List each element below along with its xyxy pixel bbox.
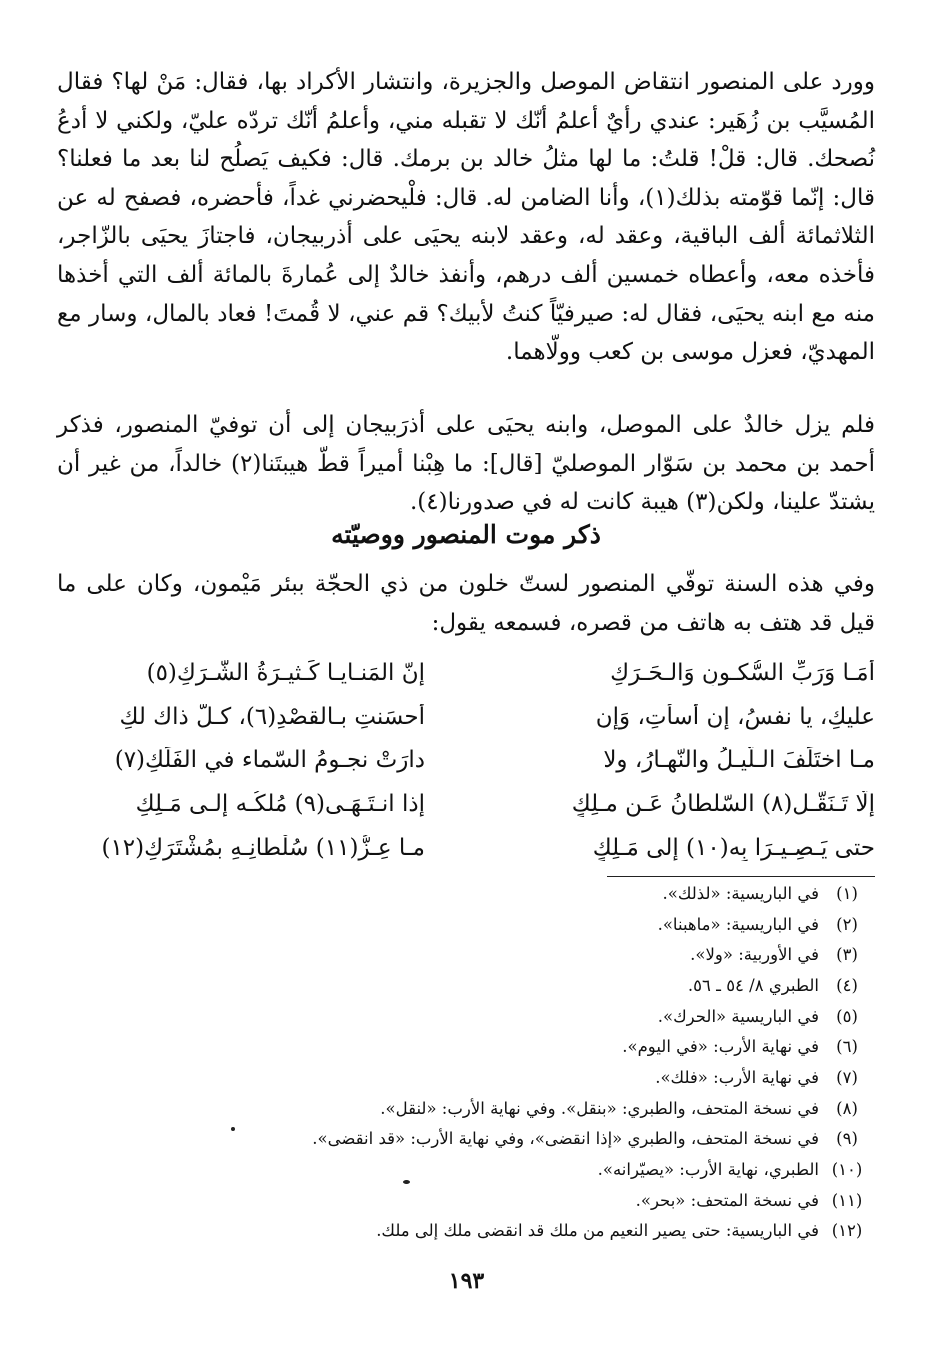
- footnote-number: (١): [836, 883, 858, 903]
- poem-verse: [57, 782, 875, 826]
- footnote: [57, 1124, 875, 1155]
- footnote-text: في نسخة المتحف: «بحر».: [635, 1190, 819, 1210]
- footnote: [57, 1154, 875, 1185]
- footnote: [57, 1031, 875, 1062]
- verse-second-hemistich: إنّ المَنـايـا كَـثيـرَةُ الشَّـرَكِ(٥): [146, 659, 425, 686]
- footnote: [57, 878, 875, 909]
- footnote-separator: [607, 876, 875, 877]
- footnote-text: في نهاية الأرب: «فلك».: [655, 1067, 819, 1087]
- footnote: [57, 970, 875, 1001]
- footnote-text: الطبري، نهاية الأرب: «يصيّرانه».: [597, 1160, 819, 1180]
- footnote: [57, 939, 875, 970]
- paragraph-khalid-mosul: فلم يزل خالدٌ على الموصل، وابنه يحيَى على أذرَبيجان إلى أن توفيّ المنصور، فذكر أحمد بن محمد بن سَوّار الموصليّ [قال]: ما هِبْنا أميراً قطّ هيبتَنا(٢) خالداً، من غير أن يشتدّ علينا، ولكن(٣) هيبة كانت له في صدورنا(٤).: [57, 412, 875, 516]
- footnote-text: في نهاية الأرب: «في اليوم».: [622, 1037, 819, 1057]
- footnote-number: (٥): [836, 1006, 858, 1026]
- footnote-number: (٢): [836, 914, 858, 934]
- poem-verses: [57, 651, 875, 870]
- verse-second-hemistich: أحسَنتِ بـالقصْدِ(٦)، كـلّ ذاك لكِ: [119, 703, 425, 730]
- verse-second-hemistich: مـا عِـزُّ(١١) سُلْطانِـهِ بمُشْتَرَكِ(١٢): [101, 835, 425, 862]
- verse-first-hemistich: إلّا تَـنَقّـل(٨) السّلطانُ عَـن مـلِكٍ: [571, 791, 875, 818]
- verse-first-hemistich: مـا اختَلَفَ الـلّيـلُ والنّهـارُ، ولا: [603, 747, 875, 774]
- scan-speck: [231, 1127, 235, 1131]
- footnote-number: (٩): [836, 1129, 858, 1149]
- footnote: [57, 909, 875, 940]
- footnote-text: في نسخة المتحف، والطبري: «بنقل». وفي نهاية الأرب: «لنقل».: [380, 1098, 819, 1118]
- verse-first-hemistich: عليكِ، يا نفسُ، إن أسأتِ، وَإن: [595, 703, 875, 730]
- section-heading: ذكر موت المنصور ووصيّته: [331, 520, 601, 549]
- poem-verse: [57, 651, 875, 695]
- footnote-number: (٦): [836, 1037, 858, 1057]
- paragraph-mosul-revolt: وورد على المنصور انتقاض الموصل والجزيرة، وانتشار الأكراد بها، فقال: مَنْ لها؟ فقال المُسيَّب بن زُهَير: عندي رأيٌ أعلمُ أنّك لا تقبله مني، وأعلمُ أنّك تردّه عليّ، ولكني لا أدعُ نُصحك. قال: قلْ! قلتُ: ما لها مثلُ خالد بن برمك. قال: فكيف يَصلُح لنا بعد ما فعلنا؟ قال: إنّما قوّمته بذلك(١)، وأنا الضامن له. قال: فلْيحضرني غداً، فأحضره، فصفح له عن الثلاثمائة ألف الباقية، وعقد له، وعقد لابنه يحيَى على أذربيجان، فاجتازَ يحيَى بالزّاجر، فأخذه معه، وأعطاه خمسين ألف درهم، وأنفذ خالدٌ إلى عُمارةَ بالمائة ألف التي أخذها منه مع ابنه يحيَى، فقال له: صيرفيّاً كنتُ لأبيك؟ قم عني، لا قُمتَ! فعاد بالمال، وسار مع المهديّ، فعزل موسى بن كعب وولّاهما.: [57, 69, 875, 366]
- page-number: ١٩٣: [448, 1268, 485, 1294]
- verse-first-hemistich: أمَـا وَرَبِّ السُّكـونِ وَالـحَـرَكِ: [610, 659, 875, 686]
- verse-first-hemistich: حتى يَـصِـيـرَا بِه(١٠) إلى مَـلِكٍ: [592, 835, 875, 862]
- scan-speck: [403, 1180, 410, 1184]
- footnote: [57, 1185, 875, 1216]
- footnote-text: في الباريسية: «لذلك».: [662, 883, 819, 903]
- footnote-number: (٤): [836, 975, 858, 995]
- poem-verse: [57, 826, 875, 870]
- footnote: [57, 1216, 875, 1247]
- footnote-number: (١١): [831, 1190, 863, 1210]
- footnote: [57, 1062, 875, 1093]
- footnote-text: في الباريسية «الحرك».: [657, 1006, 819, 1026]
- verse-second-hemistich: إذا انـتَـهَـى(٩) مُلكُـه إلـى مَـلِكِ: [135, 791, 425, 818]
- footnote-text: في الباريسية: حتى يصير النعيم من ملك قد انقضى ملك إلى ملك.: [376, 1221, 819, 1241]
- footnote-number: (٧): [836, 1067, 858, 1087]
- footnote-number: (١٢): [831, 1221, 863, 1241]
- footnote-number: (٨): [836, 1098, 858, 1118]
- poem-verse: [57, 739, 875, 783]
- footnote-number: (٣): [836, 945, 858, 965]
- footnote-text: الطبري ٨/ ٥٤ ـ ٥٦.: [687, 975, 819, 995]
- poem-verse: [57, 695, 875, 739]
- paragraph-death-of-mansur: وفي هذه السنة توفّي المنصور لستّ خلون من ذي الحجّة ببئر مَيْمون، وكان على ما قيل قد هتف به هاتف من قصره، فسمعه يقول:: [57, 571, 875, 636]
- footnote-text: في الباريسية: «ماهبنا».: [657, 914, 819, 934]
- footnote-text: في الأوربية: «ولا».: [690, 945, 819, 965]
- footnote: [57, 1093, 875, 1124]
- footnote-number: (١٠): [831, 1160, 863, 1180]
- footnote-text: في نسخة المتحف، والطبري «إذا انقضى»، وفي نهاية الأرب: «قد انقضى».: [312, 1129, 819, 1149]
- footnote: [57, 1001, 875, 1032]
- footnotes: [57, 878, 875, 1246]
- verse-second-hemistich: دارَتْ نجـومُ السّماء في الفَلَكِ(٧): [114, 747, 425, 774]
